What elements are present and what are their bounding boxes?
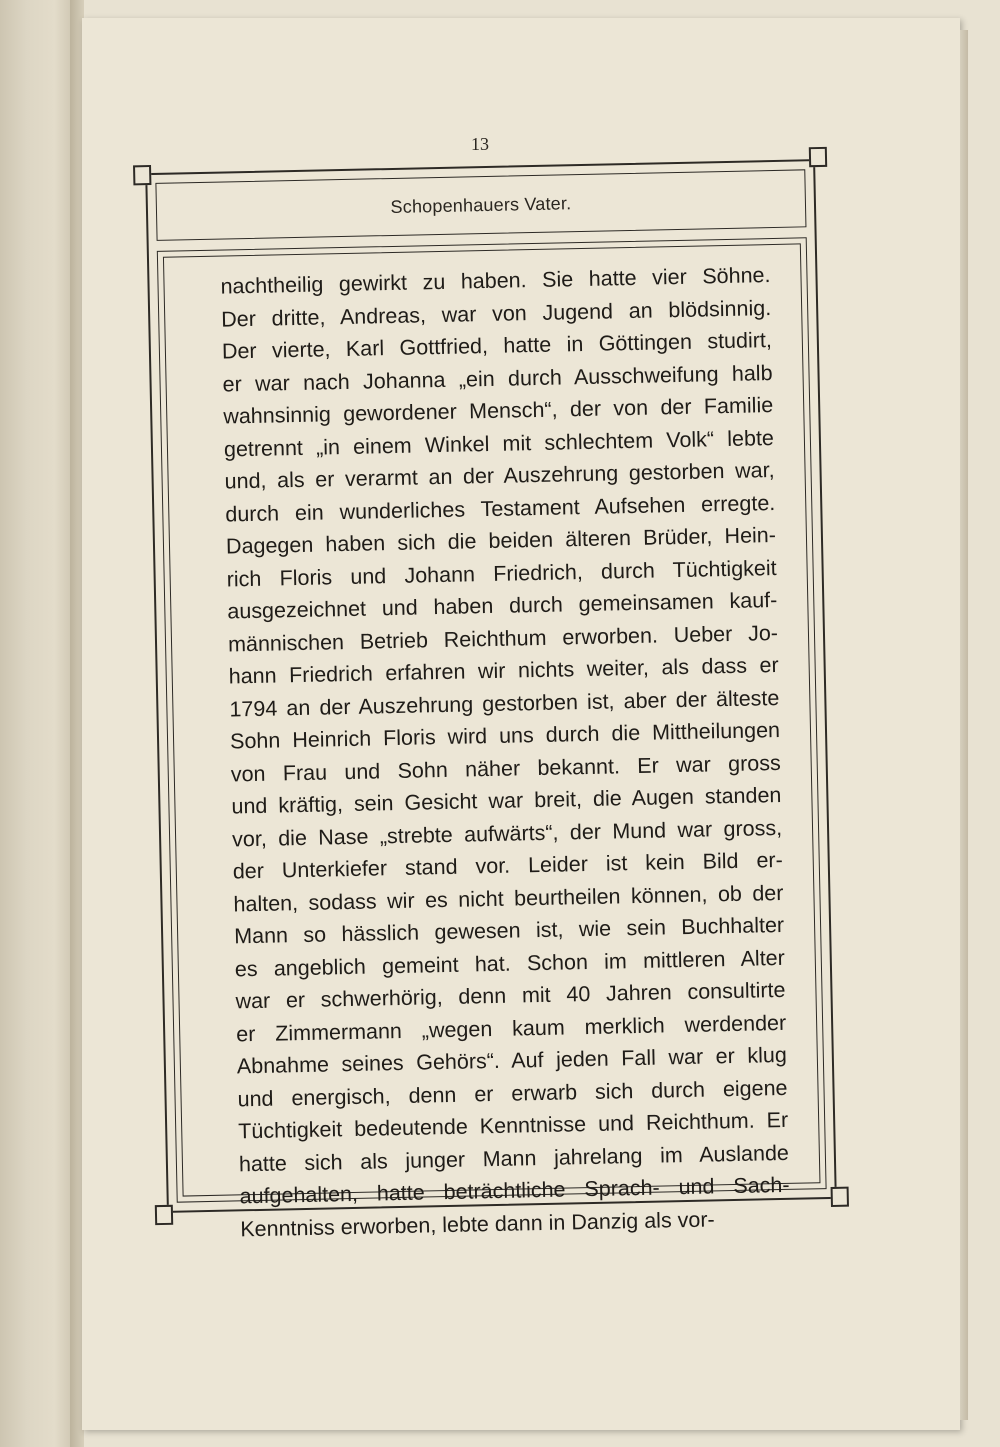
text-line: und energisch, denn er erwarb sich durch eigene — [237, 1075, 788, 1111]
text-line: rich Floris und Johann Friedrich, durch Tüchtigkeit — [226, 555, 777, 592]
text-line: männischen Betrieb Reichthum erworben. Ueber Jo- — [227, 620, 779, 656]
text-line: ausgezeichnet und haben durch gemeinsamen kauf- — [227, 587, 778, 624]
text-line: getrennt „in einem Winkel mit schlechtem Volk“ lebte — [223, 425, 775, 462]
text-line: Abnahme seines Gehörs“. Auf jeden Fall war er klug — [236, 1042, 788, 1079]
text-line: 1794 an der Auszehrung gestorben ist, aber der älteste — [229, 685, 780, 721]
text-box — [157, 237, 827, 1241]
frame-corner-bottom-right — [831, 1187, 849, 1207]
text-line: Der dritte, Andreas, war von Jugend an blödsinnig. — [221, 295, 772, 332]
page-number: 13 — [471, 134, 489, 154]
text-line: er war nach Johanna „ein durch Ausschweifung halb — [222, 360, 773, 397]
text-line: von Frau und Sohn näher bekannt. Er war gross — [230, 750, 781, 786]
page-fore-edge — [960, 30, 968, 1420]
text-line: durch ein wunderliches Testament Aufsehen erregte. — [225, 490, 776, 527]
text-line: war er schwerhörig, denn mit 40 Jahren consultirte — [235, 977, 786, 1014]
text-line: und kräftig, sein Gesicht war breit, die Augen standen — [231, 782, 782, 819]
text-line: nachtheilig gewirkt zu haben. Sie hatte vier Söhne. — [220, 263, 771, 299]
text-line: hann Friedrich erfahren wir nichts weiter, als dass er — [228, 652, 779, 689]
frame-corner-top-right — [809, 147, 827, 167]
ornamental-frame — [145, 159, 837, 1241]
text-line: Kenntniss erworben, lebte dann in Danzig als vor- — [240, 1206, 715, 1241]
text-line: Tüchtigkeit bedeutende Kenntnisse und Reichthum. Er — [238, 1107, 789, 1144]
text-line: aufgehalten, hatte beträchtliche Sprach- und Sach- — [239, 1172, 790, 1209]
text-line: der Unterkiefer stand vor. Leider ist kein Bild er- — [232, 847, 783, 884]
text-line: er Zimmermann „wegen kaum merklich werdender — [235, 1010, 787, 1046]
text-line: Der vierte, Karl Gottfried, hatte in Göttingen studirt, — [221, 328, 773, 364]
frame-corner-top-left — [133, 165, 151, 185]
text-line: wahnsinnig gewordener Mensch“, der von der Familie — [223, 393, 774, 429]
text-line: hatte sich als junger Mann jahrelang im Auslande — [238, 1140, 790, 1176]
text-line: Sohn Heinrich Floris wird uns durch die Mittheilungen — [229, 717, 781, 754]
text-line: es angeblich gemeint hat. Schon im mittleren Alter — [234, 945, 785, 981]
text-line: halten, sodass wir es nicht beurtheilen können, ob der — [233, 880, 784, 916]
left-page-edge — [0, 0, 78, 1447]
frame-corner-bottom-left — [155, 1205, 173, 1225]
text-line: Dagegen haben sich die beiden älteren Brüder, Hein- — [225, 523, 777, 559]
text-line: und, als er verarmt an der Auszehrung gestorben war, — [224, 458, 775, 494]
running-head: Schopenhauers Vater. — [390, 192, 572, 217]
text-line: Mann so hässlich gewesen ist, wie sein Buchhalter — [233, 912, 785, 949]
text-line: vor, die Nase „strebte aufwärts“, der Mund war gross, — [231, 815, 783, 851]
body-text — [220, 259, 790, 1245]
